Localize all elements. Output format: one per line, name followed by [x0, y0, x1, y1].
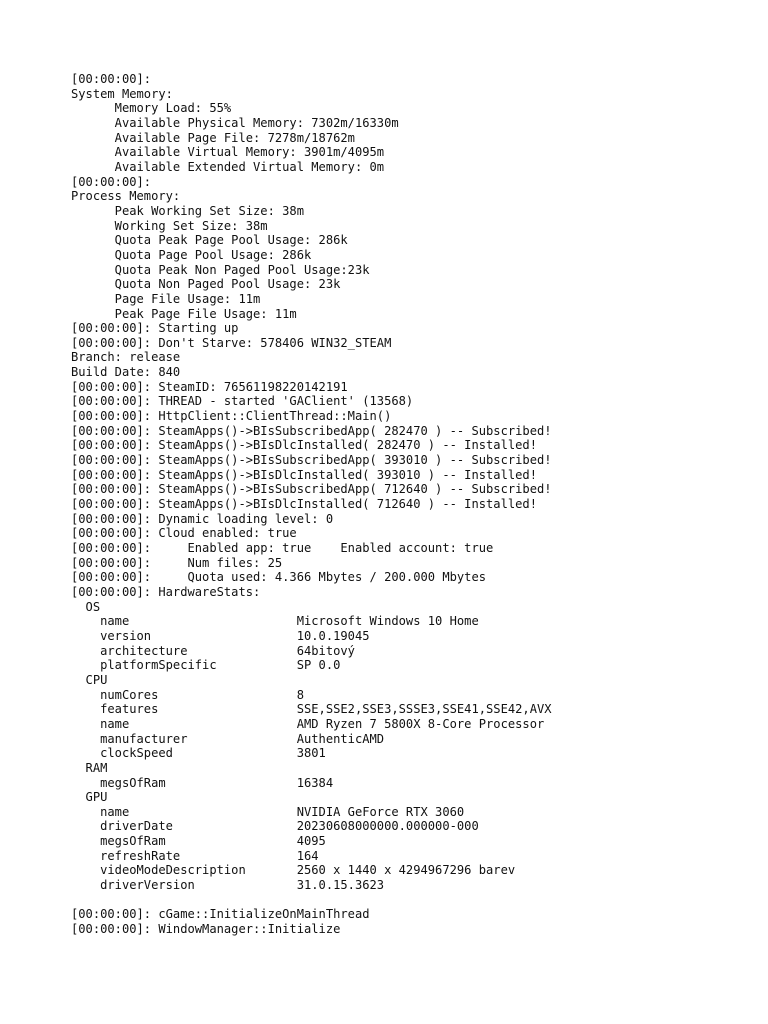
log-line: name AMD Ryzen 7 5800X 8-Core Processor [71, 716, 545, 731]
log-line: driverDate 20230608000000.000000-000 [71, 819, 479, 834]
log-line: [00:00:00]: SteamApps()->BIsDlcInstalled( 282470 ) -- Installed! [71, 438, 537, 453]
log-line: Quota Page Pool Usage: 286k [71, 247, 312, 262]
log-line: features SSE,SSE2,SSE3,SSSE3,SSE41,SSE42,AVX [71, 702, 552, 717]
log-line: Memory Load: 55% [71, 101, 232, 116]
log-line: Available Physical Memory: 7302m/16330m [71, 115, 399, 130]
log-line: [00:00:00]: Don't Starve: 578406 WIN32_STEAM [71, 335, 392, 350]
log-text-document [71, 72, 552, 937]
log-line: Available Virtual Memory: 3901m/4095m [71, 145, 385, 160]
log-line: Available Extended Virtual Memory: 0m [71, 159, 385, 174]
log-line: videoModeDescription 2560 x 1440 x 4294967296 barev [71, 863, 516, 878]
log-line: [00:00:00]: SteamApps()->BIsSubscribedApp( 393010 ) -- Subscribed! [71, 453, 552, 468]
log-line: RAM [71, 760, 108, 775]
log-line: Page File Usage: 11m [71, 291, 261, 306]
log-line: numCores 8 [71, 687, 304, 702]
log-line: megsOfRam 4095 [71, 834, 326, 849]
log-line: Peak Working Set Size: 38m [71, 203, 304, 218]
log-line: [00:00:00]: SteamApps()->BIsDlcInstalled( 393010 ) -- Installed! [71, 467, 537, 482]
log-line: [00:00:00]: Cloud enabled: true [71, 526, 297, 541]
log-line: [00:00:00]: Quota used: 4.366 Mbytes / 200.000 Mbytes [71, 570, 487, 585]
log-line: clockSpeed 3801 [71, 746, 326, 761]
log-line: [00:00:00]: THREAD - started 'GAClient' (13568) [71, 394, 414, 409]
log-line: [00:00:00]: SteamApps()->BIsDlcInstalled( 712640 ) -- Installed! [71, 497, 537, 512]
log-line: [00:00:00]: Dynamic loading level: 0 [71, 511, 334, 526]
log-line: [00:00:00]: [71, 174, 152, 189]
log-line: [00:00:00]: Starting up [71, 321, 239, 336]
log-line: manufacturer AuthenticAMD [71, 731, 385, 746]
log-line: System Memory: [71, 86, 173, 101]
log-line: Quota Non Paged Pool Usage: 23k [71, 277, 341, 292]
log-line: Quota Peak Non Paged Pool Usage:23k [71, 262, 370, 277]
log-line: platformSpecific SP 0.0 [71, 658, 341, 673]
log-line: [00:00:00]: SteamID: 76561198220142191 [71, 379, 348, 394]
log-line: Quota Peak Page Pool Usage: 286k [71, 233, 348, 248]
log-line: Available Page File: 7278m/18762m [71, 130, 355, 145]
log-line: Process Memory: [71, 189, 181, 204]
log-line: [00:00:00]: SteamApps()->BIsSubscribedApp( 712640 ) -- Subscribed! [71, 482, 552, 497]
log-line: version 10.0.19045 [71, 628, 370, 643]
log-line: Working Set Size: 38m [71, 218, 268, 233]
log-line: driverVersion 31.0.15.3623 [71, 878, 385, 893]
log-line: Branch: release [71, 350, 181, 365]
log-line: Build Date: 840 [71, 365, 181, 380]
log-line: [00:00:00]: [71, 72, 152, 86]
log-line: [00:00:00]: Num files: 25 [71, 555, 283, 570]
log-line: refreshRate 164 [71, 848, 319, 863]
log-line [71, 893, 552, 908]
log-line: architecture 64bitový [71, 643, 355, 658]
log-line: GPU [71, 790, 108, 805]
log-line: [00:00:00]: SteamApps()->BIsSubscribedApp( 282470 ) -- Subscribed! [71, 423, 552, 438]
log-line: CPU [71, 672, 108, 687]
log-line: [00:00:00]: HardwareStats: [71, 584, 261, 599]
log-line: [00:00:00]: Enabled app: true Enabled account: true [71, 541, 494, 555]
log-line: name NVIDIA GeForce RTX 3060 [71, 804, 465, 819]
log-line: megsOfRam 16384 [71, 775, 334, 790]
log-line: [00:00:00]: cGame::InitializeOnMainThread [71, 907, 370, 922]
log-line: OS [71, 599, 101, 614]
log-line: [00:00:00]: WindowManager::Initialize [71, 922, 341, 937]
log-line: Peak Page File Usage: 11m [71, 306, 297, 321]
log-line: [00:00:00]: HttpClient::ClientThread::Main() [71, 409, 392, 424]
log-line: name Microsoft Windows 10 Home [71, 614, 479, 629]
